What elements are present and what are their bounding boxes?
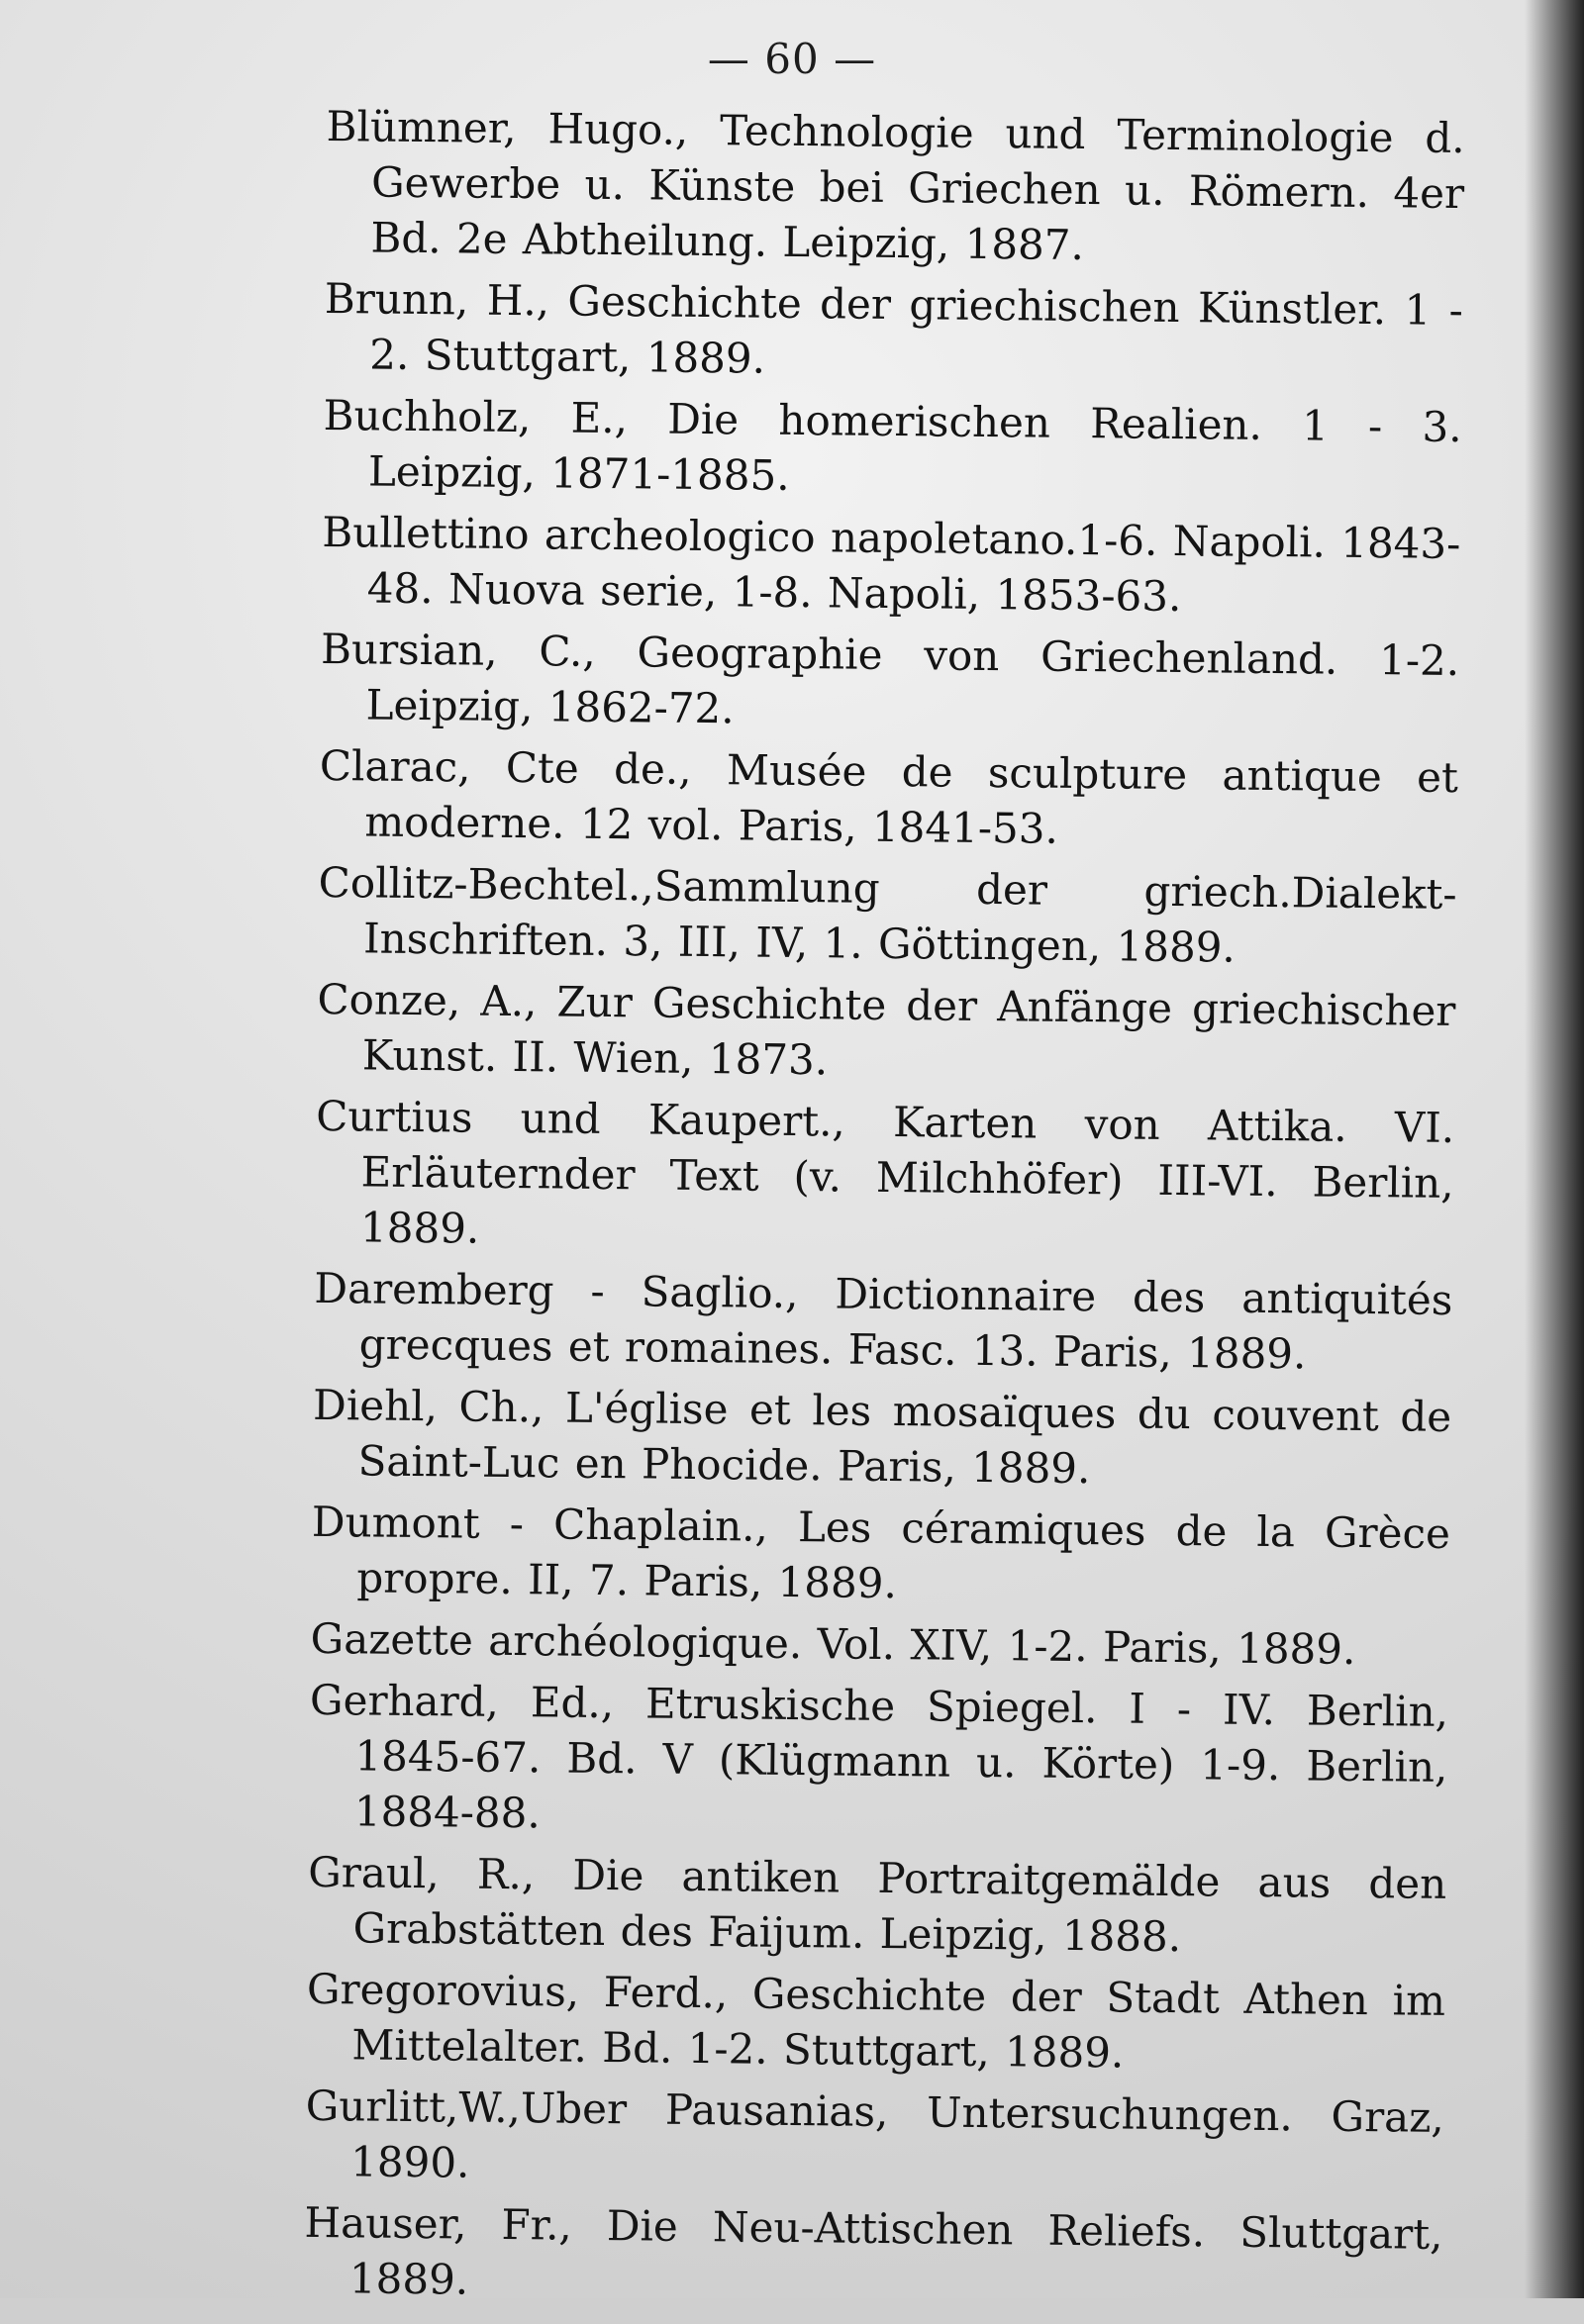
bibliography-entry: Buchholz, E., Die homerischen Realien. 1 - 3. Leipzig, 1871-1885. xyxy=(323,390,1462,500)
bibliography-entry: Gerhard, Ed., Etruskische Spiegel. I - IV. Berlin, 1845-67. Bd. V (Klügmann u. Körte) 1-9. Berlin, 1884-88. xyxy=(309,1675,1449,1838)
bibliography-entry: Curtius und Kaupert., Karten von Attika. VI. Erläuternder Text (v. Milchhöfer) III-VI. Berlin, 1889. xyxy=(315,1091,1455,1253)
page-number: — 60 — xyxy=(707,35,877,83)
bibliography-entry: Gurlitt,W.,Uber Pausanias, Untersuchungen. Graz, 1890. xyxy=(305,2081,1444,2187)
bibliography-entry: Conze, A., Zur Geschichte der Anfänge griechischer Kunst. II. Wien, 1873. xyxy=(317,974,1456,1085)
bibliography-entry: Clarac, Cte de., Musée de sculpture antique et moderne. 12 vol. Paris, 1841-53. xyxy=(319,740,1459,853)
bibliography-entry: Blümner, Hugo., Technologie und Terminologie d. Gewerbe u. Künste bei Griechen u. Römern. 4er Bd. 2e Abtheilung. Leipzig, 1887. xyxy=(326,101,1465,270)
page-gutter-shadow xyxy=(1525,0,1584,2298)
bibliography-entry: Bursian, C., Geographie von Griechenland. 1-2. Leipzig, 1862-72. xyxy=(320,624,1460,733)
bibliography-entry: Gregorovius, Ferd., Geschichte der Stadt Athen im Mittelalter. Bd. 1-2. Stuttgart, 1889. xyxy=(306,1964,1446,2078)
bibliography-entry: Bullettino archeologico napoletano.1-6. Napoli. 1843-48. Nuova serie, 1-8. Napoli, 1853-63. xyxy=(322,507,1461,622)
bibliography-entry: Graul, R., Die antiken Portraitgemälde aus den Grabstätten des Faijum. Leipzig, 1888. xyxy=(307,1847,1447,1962)
bibliography-list xyxy=(304,99,1465,2324)
bibliography-entry: Daremberg - Saglio., Dictionnaire des antiquités grecques et romaines. Fasc. 13. Paris, 1889. xyxy=(314,1263,1453,1379)
bibliography-entry: Dumont - Chaplain., Les céramiques de la Grèce propre. II, 7. Paris, 1889. xyxy=(311,1497,1451,1608)
bibliography-entry: Diehl, Ch., L'église et les mosaïques du couvent de Saint-Luc en Phocide. Paris, 1889. xyxy=(312,1380,1452,1494)
bibliography-entry: Collitz-Bechtel.,Sammlung der griech.Dialekt-Inschriften. 3, III, IV, 1. Göttingen, 1889. xyxy=(318,857,1457,972)
bibliography-entry: Hauser, Fr., Die Neu-Attischen Reliefs. Sluttgart, 1889. xyxy=(304,2197,1443,2304)
bibliography-entry: Brunn, H., Geschichte der griechischen Künstler. 1 - 2. Stuttgart, 1889. xyxy=(324,273,1464,383)
bibliography-entry: Gazette archéologique. Vol. XIV, 1-2. Paris, 1889. xyxy=(310,1613,1356,1674)
